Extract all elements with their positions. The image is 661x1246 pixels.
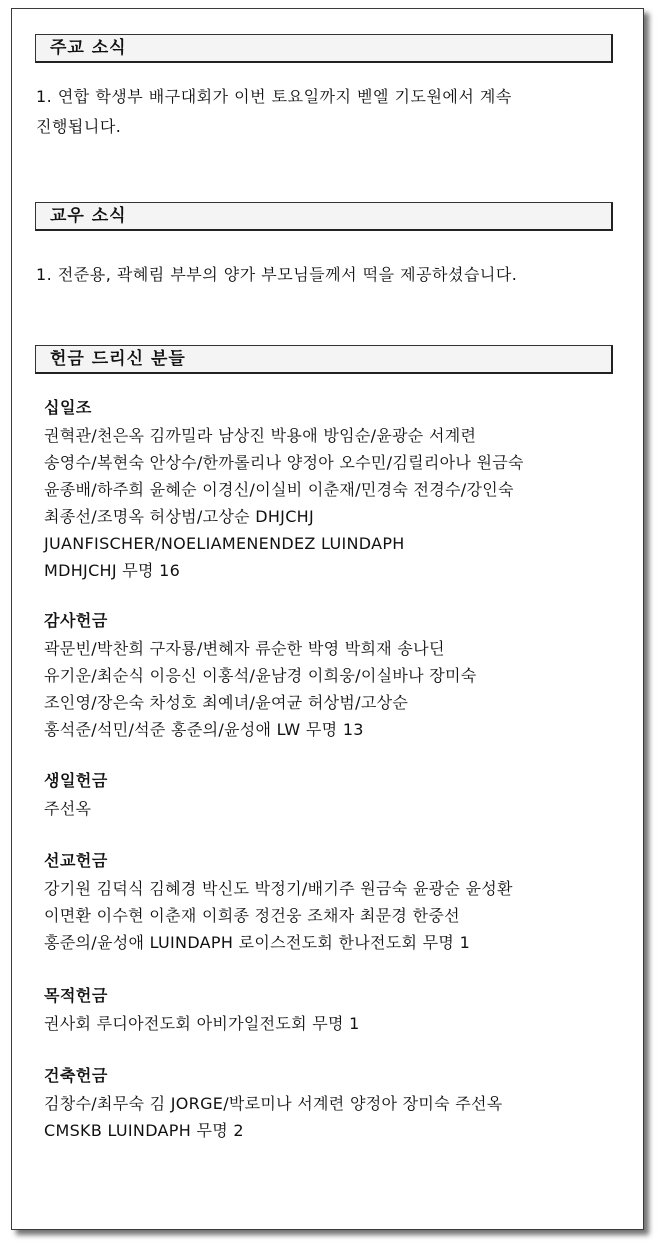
offering-group-building: [44, 1062, 624, 1144]
offering-group-title: 건축헌금: [44, 1066, 108, 1085]
offering-group-title: 생일헌금: [44, 771, 108, 790]
offering-donor-line: 윤종배/하주희 윤혜순 이경신/이실비 이춘재/민경숙 전경수/강인숙: [44, 480, 514, 499]
offering-group-thanksgiving: [44, 607, 624, 743]
offering-group-title: 감사헌금: [44, 611, 108, 630]
offering-group-birthday: [44, 767, 624, 822]
offering-donor-line: CMSKB LUINDAPH 무명 2: [44, 1121, 244, 1140]
offering-group-mission: [44, 847, 624, 956]
offering-donor-line: 이면환 이수현 이춘재 이희종 정건웅 조채자 최문경 한중선: [44, 906, 460, 925]
offering-donor-line: JUANFISCHER/NOELIAMENENDEZ LUINDAPH: [44, 534, 405, 553]
offering-donor-line: 권혁관/천은옥 김까밀라 남상진 박용애 방임순/윤광순 서계련: [44, 426, 477, 445]
offering-donor-line: 홍석준/석민/석준 홍준의/윤성애 LW 무명 13: [44, 720, 364, 739]
offering-group-title: 선교헌금: [44, 851, 108, 870]
church-news-line: 진행됩니다.: [36, 117, 122, 136]
member-news-line: 1. 전준용, 곽혜림 부부의 양가 부모님들께서 떡을 제공하셨습니다.: [36, 265, 518, 284]
bulletin-page: [11, 8, 644, 1230]
section-header-offerings: 헌금 드리신 분들: [35, 345, 613, 374]
offering-group-tithe: [44, 394, 624, 584]
offering-donor-line: 김창수/최무숙 김 JORGE/박로미나 서계련 양정아 장미숙 주선옥: [44, 1094, 503, 1113]
offering-donor-line: 최종선/조명옥 허상범/고상순 DHJCHJ: [44, 507, 315, 526]
offering-donor-line: 송영수/복현숙 안상수/한까롤리나 양정아 오수민/김릴리아나 원금숙: [44, 453, 524, 472]
offering-group-title: 십일조: [44, 398, 92, 417]
offering-donor-line: MDHJCHJ 무명 16: [44, 561, 181, 580]
offering-donor-line: 강기원 김덕식 김혜경 박신도 박정기/배기주 원금숙 윤광순 윤성환: [44, 879, 513, 898]
section-header-member-news: 교우 소식: [35, 202, 613, 231]
offering-donor-line: 유기운/최순식 이응신 이홍석/윤남경 이희웅/이실바나 장미숙: [44, 666, 477, 685]
member-news-paragraph: [36, 260, 614, 290]
church-news-paragraph: [36, 82, 614, 142]
offering-donor-line: 홍준의/윤성애 LUINDAPH 로이스전도회 한나전도회 무명 1: [44, 933, 471, 952]
offering-donor-line: 곽문빈/박찬희 구자룡/변혜자 류순한 박영 박희재 송나딘: [44, 639, 445, 658]
offering-group-title: 목적헌금: [44, 986, 108, 1005]
offering-donor-line: 권사회 루디아전도회 아비가일전도회 무명 1: [44, 1014, 360, 1033]
section-header-church-news: 주교 소식: [35, 34, 613, 63]
offering-group-designated: [44, 982, 624, 1037]
church-news-line: 1. 연합 학생부 배구대회가 이번 토요일까지 벧엘 기도원에서 계속: [36, 87, 512, 106]
offering-donor-line: 주선옥: [44, 799, 92, 818]
offering-donor-line: 조인영/장은숙 차성호 최예녀/윤여균 허상범/고상순: [44, 693, 409, 712]
